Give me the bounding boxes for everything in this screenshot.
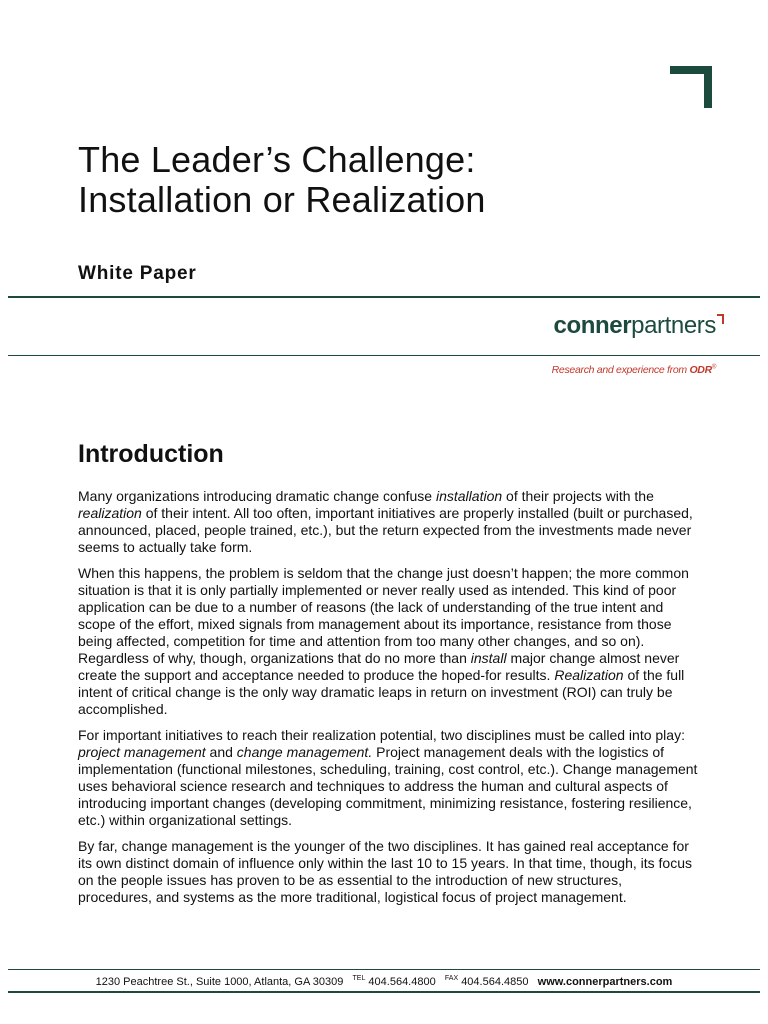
title-line-2: Installation or Realization (78, 179, 486, 220)
footer-address: 1230 Peachtree St., Suite 1000, Atlanta, GA 30309 (95, 976, 344, 988)
paragraph-2: When this happens, the problem is seldom that the change just doesn’t happen; the more common situation is that it is only partially implemented or never really used as intended. This kind of poor application can be due to a number of reasons (the lack of understanding of the true intent and scope of the effort, mixed signals from management about its importance, resistance from those being affected, competition for time and attention from too many other changes, and so on). Regardless of why, though, organizations that do no more than install major change almost never create the support and acceptance needed to produce the hoped-for results. Realization of the full intent of critical change is the only way dramatic leaps in return on investment (ROI) can truly be accomplished. (78, 565, 689, 717)
document-subtitle: White Paper (78, 263, 197, 284)
tel-label: TEL (352, 975, 366, 982)
section-body (78, 488, 698, 915)
logo-normal-text: partners (631, 312, 716, 339)
corner-bracket-icon (668, 64, 714, 110)
title-line-1: The Leader’s Challenge: (78, 139, 476, 180)
header-divider-top (8, 296, 760, 298)
paragraph-1: Many organizations introducing dramatic change confuse installation of their projects with the realization of their intent. All too often, important initiatives are properly installed (built or purchased, announced, placed, people trained, etc.), but the return expected from the investments made never seems to actually take form. (78, 488, 693, 555)
header-divider-bottom (8, 355, 760, 356)
logo-bold-text: conner (553, 312, 632, 339)
footer-divider-bottom (8, 991, 760, 993)
fax-label: FAX (444, 975, 459, 982)
footer-website-link[interactable]: www.connerpartners.com (537, 976, 673, 988)
logo-tagline (552, 364, 716, 376)
paragraph-4: By far, change management is the younger of the two disciplines. It has gained real acceptance for its own distinct domain of influence only within the last 10 to 15 years. In that time, though, its focus on the people issues has proven to be as essential to the introduction of new structures, procedures, and systems as the more traditional, logistical focus of project management. (78, 838, 692, 905)
tagline-text: Research and experience from (551, 364, 690, 376)
footer-fax: 404.564.4850 (461, 976, 529, 988)
company-logo (554, 312, 716, 340)
page-footer (0, 975, 768, 988)
paragraph-3: For important initiatives to reach their realization potential, two disciplines must be called into play: project management and change management. Project management deals with the logistics of implementation (functional milestones, scheduling, training, cost control, etc.). Change management uses behavioral science research and techniques to address the human and cultural aspects of introducing important changes (developing commitment, minimizing resistance, fostering resilience, etc.) within organizational settings. (78, 727, 698, 828)
section-heading: Introduction (78, 440, 224, 468)
registered-mark: ® (711, 364, 716, 371)
logo-tick-icon (717, 314, 724, 324)
footer-divider-top (8, 969, 760, 970)
tagline-brand: ODR (689, 364, 712, 376)
footer-phone: 404.564.4800 (368, 976, 436, 988)
document-title (78, 140, 486, 220)
